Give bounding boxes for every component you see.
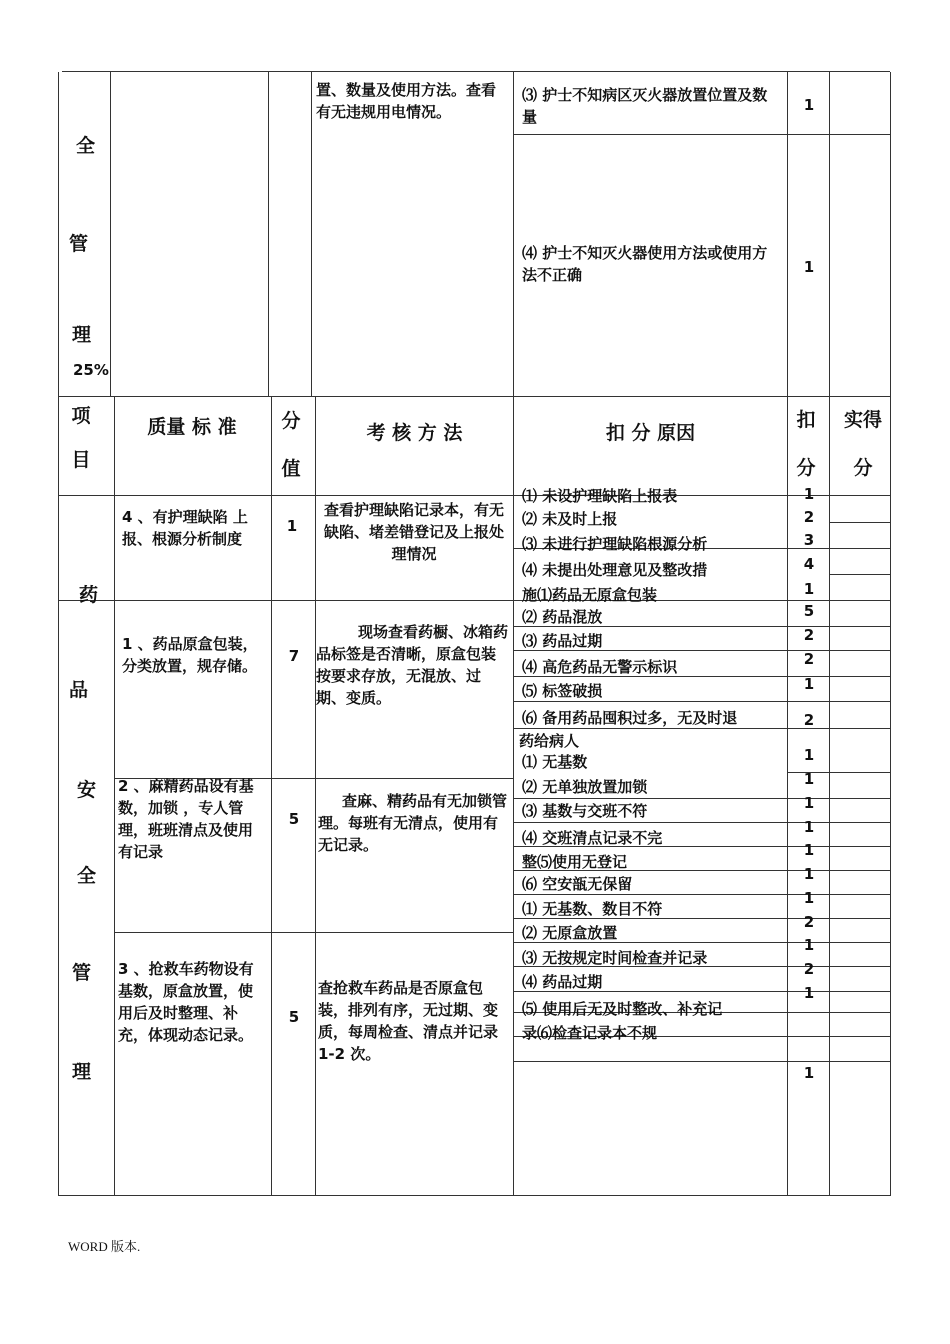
category-char: 品: [69, 679, 89, 701]
score-value: 1: [803, 258, 815, 276]
header-reason: 扣 分 原因: [605, 422, 696, 444]
score-value: 1: [803, 818, 815, 836]
score-value: 1: [803, 770, 815, 788]
method-text: 查麻、精药品有无加锁管理。每班有无清点，使用有无记录。: [318, 792, 508, 854]
score-value: 4: [803, 555, 815, 573]
grid-line: [315, 396, 316, 1196]
score-value: 5: [803, 602, 815, 620]
table-border: [890, 72, 891, 1196]
score-value: 2: [803, 626, 815, 644]
value-cell: 7: [288, 647, 300, 665]
score-value: 1: [803, 96, 815, 114]
grid-line: [311, 72, 312, 396]
reason-text: ⑶ 无按规定时间检查并记录: [522, 949, 708, 967]
reason-text: ⑸ 标签破损: [522, 682, 603, 700]
reason-text: ⑵ 未及时上报: [522, 510, 618, 528]
header-item: 项目: [71, 405, 91, 471]
score-value: 1: [803, 580, 815, 598]
header-standard: 质量 标 准: [147, 416, 237, 438]
category-char: 管: [69, 233, 89, 255]
reason-text: ⑶ 护士不知病区灭火器放置位置及数量: [522, 86, 768, 126]
grid-line: [58, 495, 891, 496]
reason-text: ⑷ 高危药品无警示标识: [522, 658, 678, 676]
reason-text: ⑷ 药品过期: [522, 973, 603, 991]
header-method: 考 核 方 法: [366, 422, 463, 444]
score-value: 1: [803, 841, 815, 859]
category-weight: 25%: [73, 361, 109, 379]
header-value: 分值: [281, 410, 301, 480]
reason-text: 施⑴药品无原盒包装: [522, 586, 658, 604]
grid-line: [114, 932, 514, 933]
score-value: 1: [803, 865, 815, 883]
grid-line: [114, 396, 115, 1196]
reason-text: ⑶ 未进行护理缺陷根源分析: [522, 535, 708, 553]
score-value: 2: [803, 913, 815, 931]
standard-text: 3 、抢救车药物设有基数，原盒放置，使用后及时整理、补充，体现动态记录。: [118, 960, 254, 1044]
grid-line: [268, 72, 269, 396]
header-deduct: 扣分: [796, 409, 816, 479]
grid-line: [513, 134, 890, 135]
standard-text: 2 、麻精药品设有基数，加锁 ，专人管理，班班清点及使用有记录: [118, 777, 254, 861]
category-char: 药: [79, 584, 99, 606]
table-border: [58, 72, 59, 1196]
reason-text: ⑴ 无基数、数目不符: [522, 900, 663, 918]
reason-text: ⑵ 无单独放置加锁: [522, 778, 648, 796]
score-value: 1: [803, 889, 815, 907]
table-border: [62, 71, 890, 72]
category-char: 全: [77, 865, 97, 887]
score-value: 1: [803, 1064, 815, 1082]
score-value: 1: [803, 485, 815, 503]
reason-text: ⑸ 使用后无及时整改、补充记: [522, 1000, 723, 1018]
reason-text: ⑶ 基数与交班不符: [522, 802, 648, 820]
category-char: 理: [72, 1061, 92, 1083]
score-value: 2: [803, 508, 815, 526]
grid-line: [110, 72, 111, 396]
score-value: 1: [803, 794, 815, 812]
category-char: 全: [76, 135, 96, 157]
category-char: 管: [72, 962, 92, 984]
grid-line: [513, 798, 890, 799]
reason-text: ⑵ 无原盒放置: [522, 924, 618, 942]
method-text: 查看护理缺陷记录本，有无缺陷、堵差错登记及上报处理情况: [323, 501, 504, 563]
reason-text: ⑷ 未提出处理意见及整改措: [522, 561, 708, 579]
grid-line: [829, 574, 890, 575]
reason-text: ⑴ 未设护理缺陷上报表: [522, 487, 678, 505]
category-char: 理: [72, 324, 92, 346]
score-value: 1: [803, 984, 815, 1002]
value-cell: 1: [286, 517, 298, 535]
score-value: 2: [803, 650, 815, 668]
reason-text: ⑵ 药品混放: [522, 608, 603, 626]
score-value: 2: [803, 711, 815, 729]
grid-line: [513, 822, 890, 823]
grid-line: [513, 1061, 890, 1062]
method-text: 现场查看药橱、冰箱药品标签是否清晰，原盒包装按要求存放，无混放、过期、变质。: [316, 623, 509, 707]
score-value: 3: [803, 531, 815, 549]
score-value: 1: [803, 675, 815, 693]
score-value: 1: [803, 746, 815, 764]
score-value: 1: [803, 936, 815, 954]
reason-text: 整⑸使用无登记: [522, 853, 628, 871]
reason-text: ⑹ 空安瓿无保留: [522, 875, 633, 893]
footer-note: WORD 版本.: [68, 1239, 141, 1254]
reason-text: 药给病人: [519, 732, 580, 750]
value-cell: 5: [288, 810, 300, 828]
grid-line: [58, 396, 891, 397]
value-cell: 5: [288, 1008, 300, 1026]
grid-line: [58, 600, 891, 601]
reason-text: ⑶ 药品过期: [522, 632, 603, 650]
reason-text: ⑹ 备用药品囤积过多，无及时退: [522, 709, 738, 727]
reason-text: 录⑹检查记录本不规: [522, 1024, 658, 1042]
table-border: [58, 1195, 891, 1196]
grid-line: [829, 522, 890, 523]
reason-text: ⑷ 交班清点记录不完: [522, 829, 663, 847]
standard-text: 4 、有护理缺陷 上报、根源分析制度: [122, 508, 248, 548]
score-value: 2: [803, 960, 815, 978]
standard-text: 1 、药品原盒包装，分类放置，规存储。: [122, 635, 258, 675]
method-text: 置、数量及使用方法。查看有无违规用电情况。: [316, 81, 497, 121]
category-char: 安: [77, 779, 97, 801]
grid-line: [513, 72, 514, 1196]
reason-text: ⑷ 护士不知灭火器使用方法或使用方法不正确: [522, 244, 768, 284]
header-actual: 实得分: [843, 409, 882, 479]
method-text: 查抢救车药品是否原盒包装，排列有序，无过期、变质，每周检查、清点并记录 1-2 次。: [318, 979, 499, 1063]
reason-text: ⑴ 无基数: [522, 753, 588, 771]
